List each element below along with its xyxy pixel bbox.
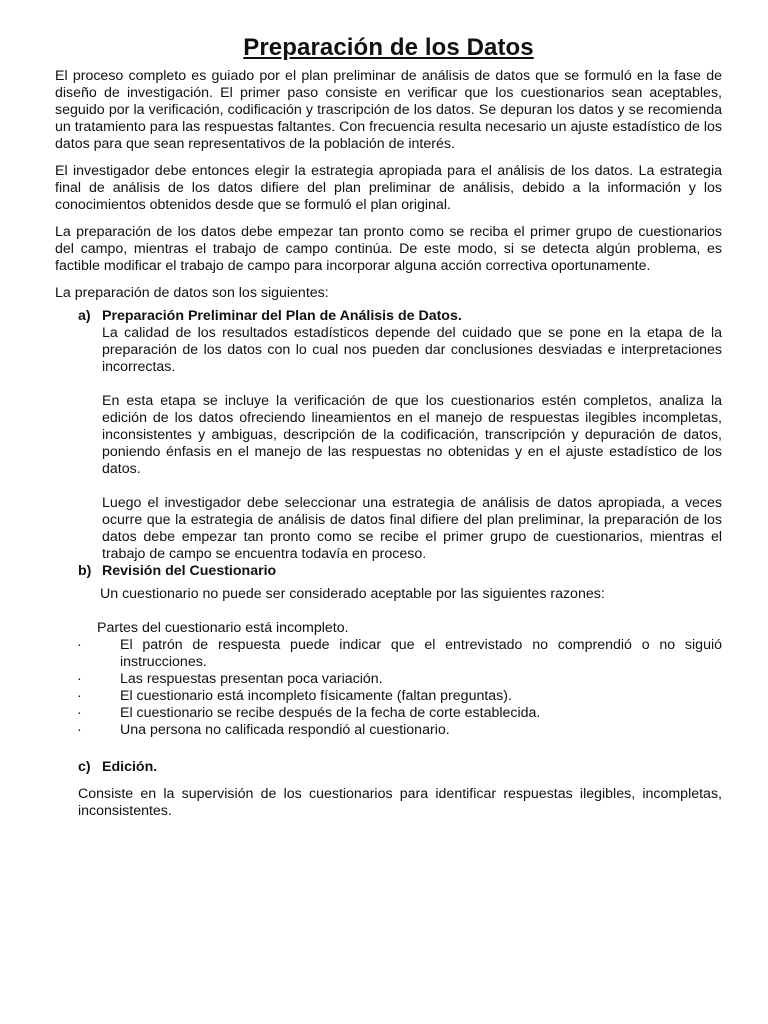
section-a-paragraph: En esta etapa se incluye la verificación de que los cuestionarios estén completos, analiza la edición de los datos ofreciendo lineamientos en el manejo de respuestas ilegibles incompletas, inconsistentes y ambiguas, descripción de la codificación, transcripción y depuración de datos, poniendo énfasis en el manejo de las respuestas no obtenidas y en el ajuste estadístico de los datos. bbox=[102, 393, 722, 477]
list-item bbox=[55, 705, 722, 722]
section-a-paragraph: La calidad de los resultados estadísticos depende del cuidado que se pone en la etapa de la preparación de los datos con lo cual nos pueden dar conclusiones desviadas e interpretaciones incorrectas. bbox=[102, 325, 722, 375]
bullet-text: El patrón de respuesta puede indicar que el entrevistado no comprendió o no siguió instrucciones. bbox=[120, 637, 722, 670]
section-b-intro: Un cuestionario no puede ser considerado aceptable por las siguientes razones: bbox=[100, 586, 605, 602]
list-item bbox=[55, 688, 722, 705]
bullet-symbol: · bbox=[77, 705, 82, 721]
section-c-title: Edición. bbox=[102, 759, 158, 775]
list-item bbox=[55, 671, 722, 688]
bullet-symbol: · bbox=[77, 688, 82, 704]
bullet-text: El cuestionario se recibe después de la fecha de corte establecida. bbox=[120, 705, 541, 721]
section-a-paragraph: Luego el investigador debe seleccionar una estrategia de análisis de datos apropiada, a veces ocurre que la estrategia de análisis de datos final difiere del plan preliminar, la preparación de los datos debe empezar tan pronto como se recibe el primer grupo de cuestionarios, mientras el trabajo de campo se encuentra todavía en proceso. bbox=[102, 495, 722, 562]
section-a-title: Preparación Preliminar del Plan de Análisis de Datos. bbox=[102, 308, 462, 324]
paragraph-intro: El proceso completo es guiado por el plan preliminar de análisis de datos que se formuló en la fase de diseño de investigación. El primer paso consiste en verificar que los cuestionarios sean aceptables, seguido por la verificación, codificación y trascripción de los datos. Se depuran los datos y se recomienda un tratamiento para las respuestas faltantes. Con frecuencia resulta necesario un ajuste estadístico de los datos para que sean representativos de la población de interés. bbox=[55, 68, 722, 152]
list-item bbox=[55, 722, 722, 739]
section-a bbox=[55, 308, 722, 563]
page-title: Preparación de los Datos bbox=[243, 34, 534, 61]
section-a-heading bbox=[55, 308, 722, 325]
paragraph-preparation: La preparación de los datos debe empezar tan pronto como se reciba el primer grupo de cuestionarios del campo, mientras el trabajo de campo continúa. De este modo, si se detecta algún problema, es factible modificar el trabajo de campo para incorporar alguna acción correctiva oportunamente. bbox=[55, 224, 722, 274]
section-b-bullet-intro: Partes del cuestionario está incompleto. bbox=[97, 620, 349, 636]
bullet-text: El cuestionario está incompleto físicamente (faltan preguntas). bbox=[120, 688, 512, 704]
section-b bbox=[55, 563, 722, 739]
bullet-text: Las respuestas presentan poca variación. bbox=[120, 671, 383, 687]
section-b-heading bbox=[55, 563, 722, 580]
bullet-text: Una persona no calificada respondió al cuestionario. bbox=[120, 722, 450, 738]
section-b-title: Revisión del Cuestionario bbox=[102, 563, 277, 579]
bullet-symbol: · bbox=[77, 722, 82, 738]
section-c-text: Consiste en la supervisión de los cuestionarios para identificar respuestas ilegibles, incompletas, inconsistentes. bbox=[78, 786, 722, 819]
section-b-letter: b) bbox=[78, 563, 92, 579]
paragraph-list-intro: La preparación de datos son los siguientes: bbox=[55, 285, 329, 301]
section-a-letter: a) bbox=[78, 308, 91, 324]
section-c bbox=[55, 759, 722, 820]
section-b-bullet-list bbox=[55, 637, 722, 739]
section-a-body bbox=[55, 325, 722, 563]
paragraph-strategy: El investigador debe entonces elegir la estrategia apropiada para el análisis de los datos. La estrategia final de análisis de los datos difiere del plan preliminar de análisis, debido a la información y los conocimientos obtenidos desde que se formuló el plan original. bbox=[55, 163, 722, 213]
list-item bbox=[55, 637, 722, 671]
section-c-letter: c) bbox=[78, 759, 91, 775]
bullet-symbol: · bbox=[77, 637, 82, 653]
bullet-symbol: · bbox=[77, 671, 82, 687]
section-c-heading bbox=[55, 759, 722, 776]
